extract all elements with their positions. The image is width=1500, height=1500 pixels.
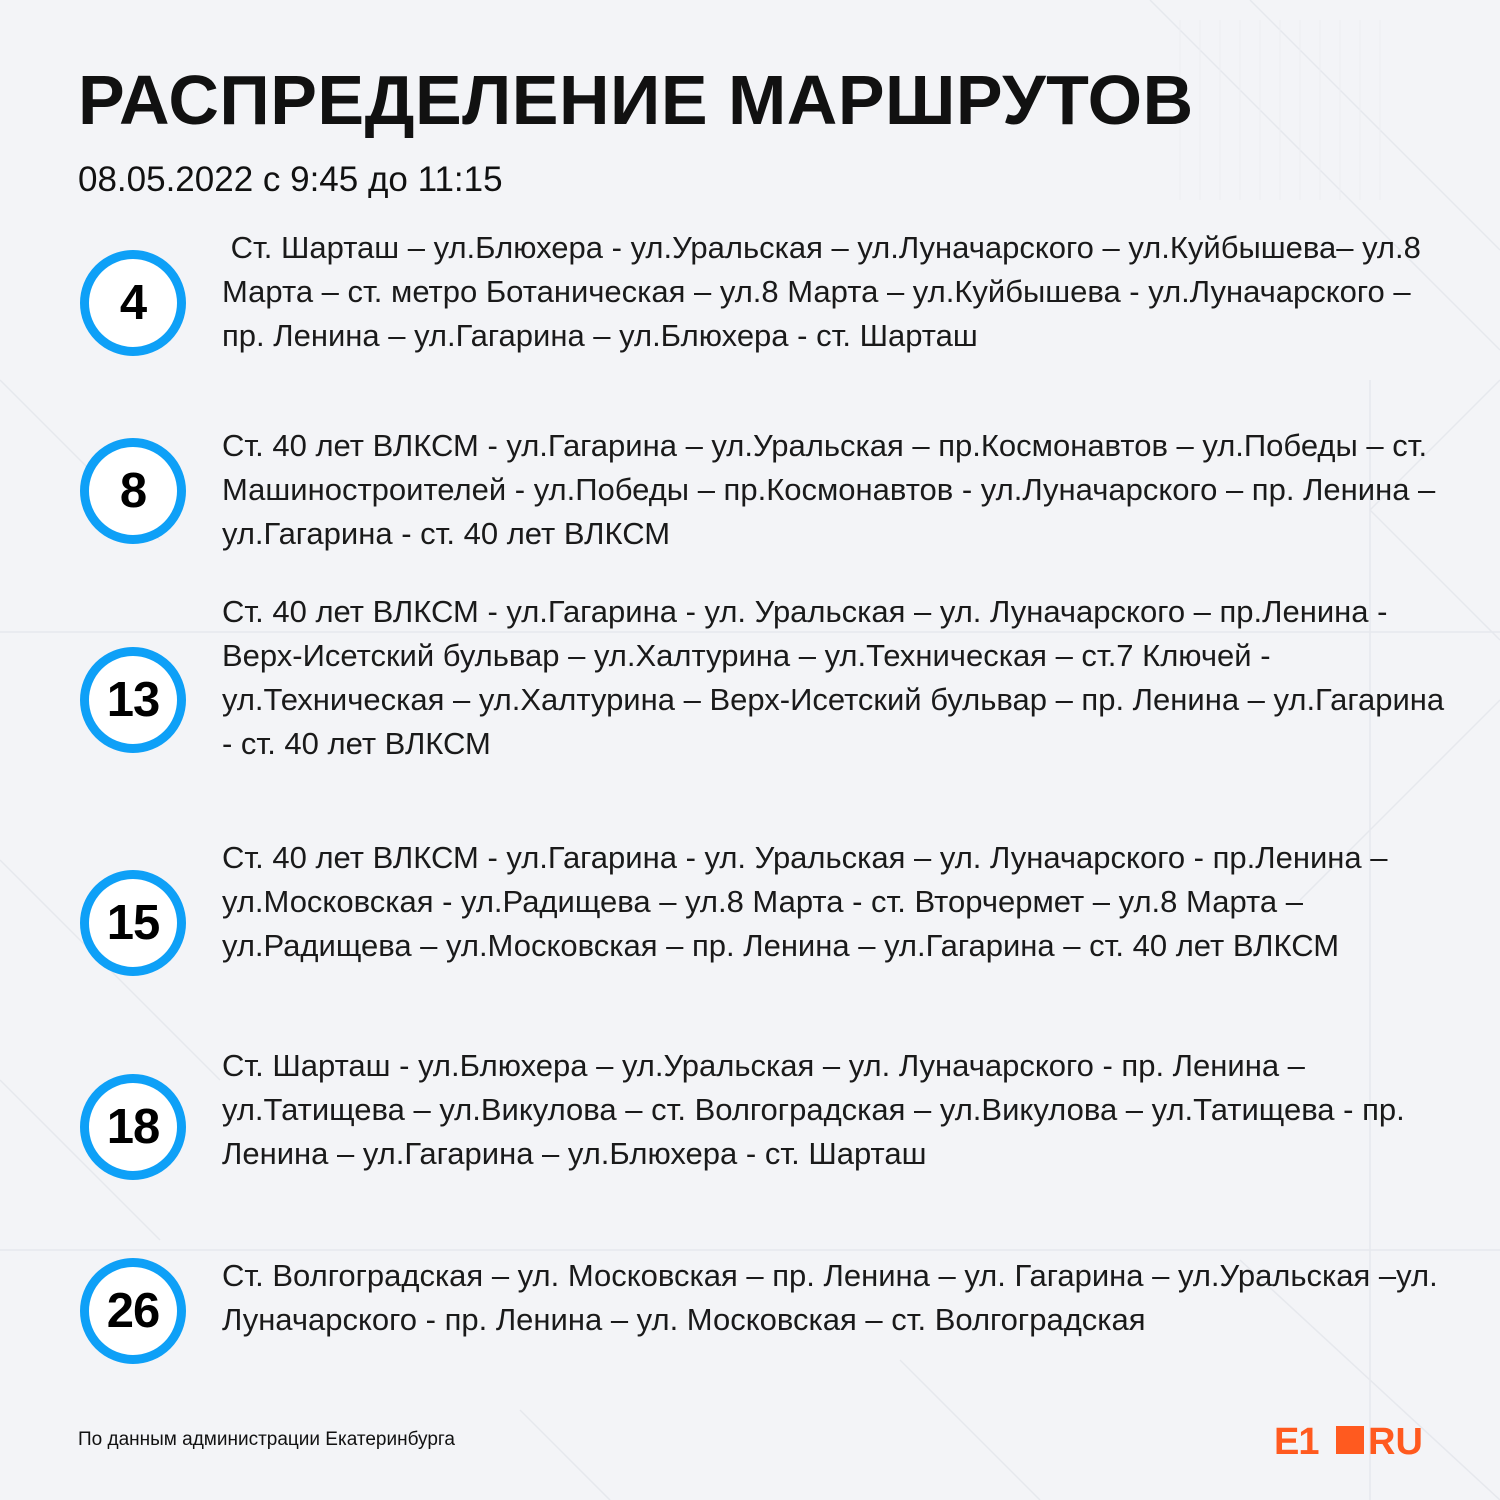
route-number-badge: 8 [80, 438, 186, 544]
route-number-badge: 15 [80, 870, 186, 976]
logo-text-left: E1 [1274, 1422, 1319, 1458]
route-number-badge: 18 [80, 1074, 186, 1180]
e1-ru-logo [1274, 1422, 1440, 1458]
date-time-range: 08.05.2022 с 9:45 до 11:15 [78, 160, 503, 199]
route-number-badge: 13 [80, 647, 186, 753]
route-number-badge: 4 [80, 250, 186, 356]
route-number-badge: 26 [80, 1258, 186, 1364]
route-description: Ст. Шарташ - ул.Блюхера – ул.Уральская – ул. Луначарского - пр. Ленина – ул.Татищева – ул.Викулова – ст. Волгоградская – ул.Викулова – ул.Татищева - пр. Ленина – ул.Гагарина – ул.Блюхера - ст. Шарташ [222, 1048, 1414, 1171]
route-description: Ст. Волгоградская – ул. Московская – пр. Ленина – ул. Гагарина – ул.Уральская –ул. Луначарского - пр. Ленина – ул. Московская – ст. Волгоградская [222, 1258, 1447, 1337]
logo-square [1336, 1426, 1364, 1454]
route-description: Ст. Шарташ – ул.Блюхера - ул.Уральская – ул.Луначарского – ул.Куйбышева– ул.8 Марта – ст. метро Ботаническая – ул.8 Марта – ул.Куйбышева - ул.Луначарского – пр. Ленина – ул.Гагарина – ул.Блюхера - ст. Шарташ [222, 230, 1430, 353]
route-description: Ст. 40 лет ВЛКСМ - ул.Гагарина - ул. Уральская – ул. Луначарского - пр.Ленина – ул.Московская - ул.Радищева – ул.8 Марта - ст. Вторчермет – ул.8 Марта – ул.Радищева – ул.Московская – пр. Ленина – ул.Гагарина – ст. 40 лет ВЛКСМ [222, 840, 1397, 963]
page-title: РАСПРЕДЕЛЕНИЕ МАРШРУТОВ [78, 61, 1194, 139]
route-description: Ст. 40 лет ВЛКСМ - ул.Гагарина - ул. Уральская – ул. Луначарского – пр.Ленина - Верх-Исетский бульвар – ул.Халтурина – ул.Техническая – ст.7 Ключей - ул.Техническая – ул.Халтурина – Верх-Исетский бульвар – пр. Ленина – ул.Гагарина - ст. 40 лет ВЛКСМ [222, 594, 1453, 761]
logo-text-right: RU [1368, 1422, 1423, 1458]
route-description: Ст. 40 лет ВЛКСМ - ул.Гагарина – ул.Уральская – пр.Космонавтов – ул.Победы – ст. Машиностроителей - ул.Победы – пр.Космонавтов - ул.Луначарского – пр. Ленина – ул.Гагарина - ст. 40 лет ВЛКСМ [222, 428, 1444, 551]
source-note: По данным администрации Екатеринбурга [78, 1429, 455, 1450]
